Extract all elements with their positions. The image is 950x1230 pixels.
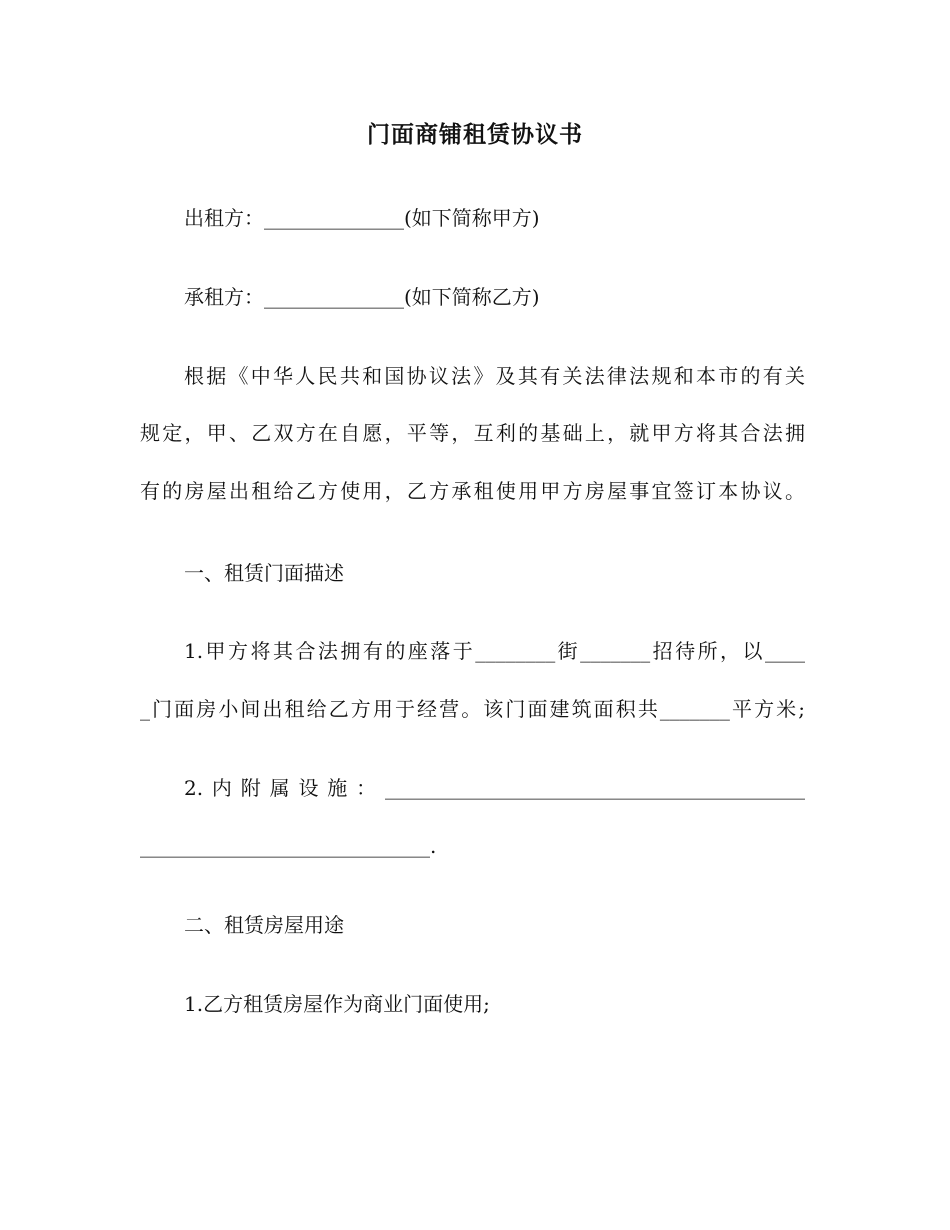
clause-1-2-line-1: 2.内附属设施：__________________________________________: [184, 776, 805, 800]
clause-2-1: 1.乙方租赁房屋作为商业门面使用;: [184, 992, 490, 1016]
lessee-line: 承租方：______________(如下简称乙方): [184, 285, 540, 309]
clause-1-1-line-1: 1.甲方将其合法拥有的座落于________街_______招待所，以____: [184, 639, 805, 663]
section-1-heading: 一、租赁门面描述: [184, 561, 344, 585]
preamble-line-3: 有的房屋出租给乙方使用，乙方承租使用甲方房屋事宜签订本协议。: [140, 479, 805, 503]
clause-1-2-line-2: _____________________________.: [140, 834, 437, 858]
section-2-heading: 二、租赁房屋用途: [184, 913, 344, 937]
lessor-line: 出租方：______________(如下简称甲方): [184, 206, 540, 230]
preamble-line-1: 根据《中华人民共和国协议法》及其有关法律法规和本市的有关: [184, 364, 805, 388]
clause-1-1-line-2: _门面房小间出租给乙方用于经营。该门面建筑面积共_______平方米;: [140, 697, 805, 721]
preamble-line-2: 规定，甲、乙双方在自愿，平等，互利的基础上，就甲方将其合法拥: [140, 421, 805, 445]
document-title: 门面商铺租赁协议书: [367, 121, 583, 148]
